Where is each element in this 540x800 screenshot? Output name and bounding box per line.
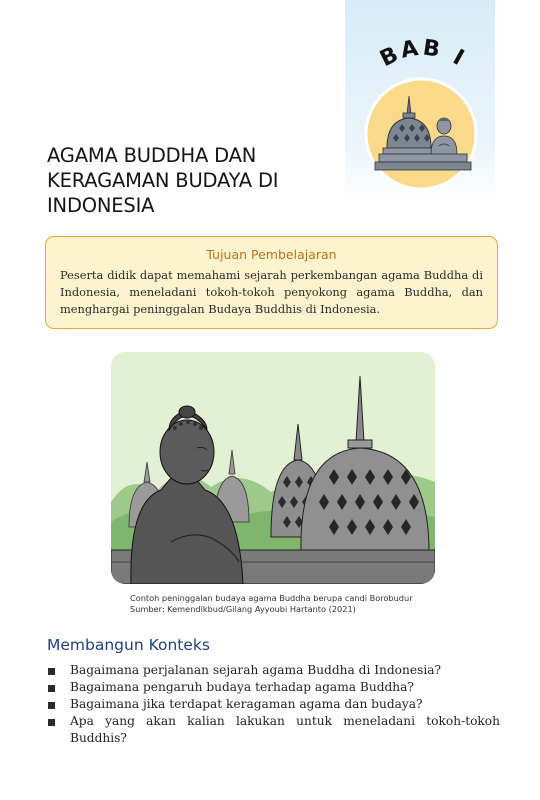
learning-objective-text: Peserta didik dapat memahami sejarah perkembangan agama Buddha di Indonesia, meneladani tokoh-tokoh penyokong agama Buddha, dan menghargai peninggalan Budaya Buddhis di Indonesia. [60, 268, 483, 316]
list-item [47, 713, 500, 747]
figure-caption-text: Contoh peninggalan budaya agama Buddha berupa candi Borobudur [130, 593, 413, 603]
question-text: Apa yang akan kalian lakukan untuk meneladani tokoh-tokoh Buddhis? [70, 714, 500, 745]
chapter-emblem [361, 76, 482, 191]
bullet-square-icon [48, 685, 55, 692]
question-text: Bagaimana pengaruh budaya terhadap agama Buddha? [70, 680, 414, 694]
figure-caption [130, 593, 450, 615]
stupa-and-buddha-statue-icon [361, 76, 482, 191]
chapter-title: AGAMA BUDDHA DAN KERAGAMAN BUDAYA DI INDONESIA [47, 144, 279, 217]
bullet-square-icon [48, 668, 55, 675]
chapter-label [368, 36, 478, 76]
svg-text:BAB I [376, 36, 470, 72]
bullet-square-icon [48, 702, 55, 709]
question-list [47, 662, 500, 747]
chapter-label-text: BAB I [376, 36, 471, 73]
list-item [47, 679, 500, 696]
list-item [47, 662, 500, 679]
section-heading: Membangun Konteks [47, 636, 210, 654]
question-text: Bagaimana jika terdapat keragaman agama dan budaya? [70, 697, 423, 711]
learning-objective-heading: Tujuan Pembelajaran [206, 247, 337, 262]
figure-source-text: Sumber: Kemendikbud/Gilang Ayyoubi Hartanto (2021) [130, 604, 356, 614]
borobudur-illustration [111, 352, 435, 584]
learning-objective-box [45, 236, 498, 329]
question-text: Bagaimana perjalanan sejarah agama Buddha di Indonesia? [70, 663, 442, 677]
list-item [47, 696, 500, 713]
bullet-square-icon [48, 719, 55, 726]
